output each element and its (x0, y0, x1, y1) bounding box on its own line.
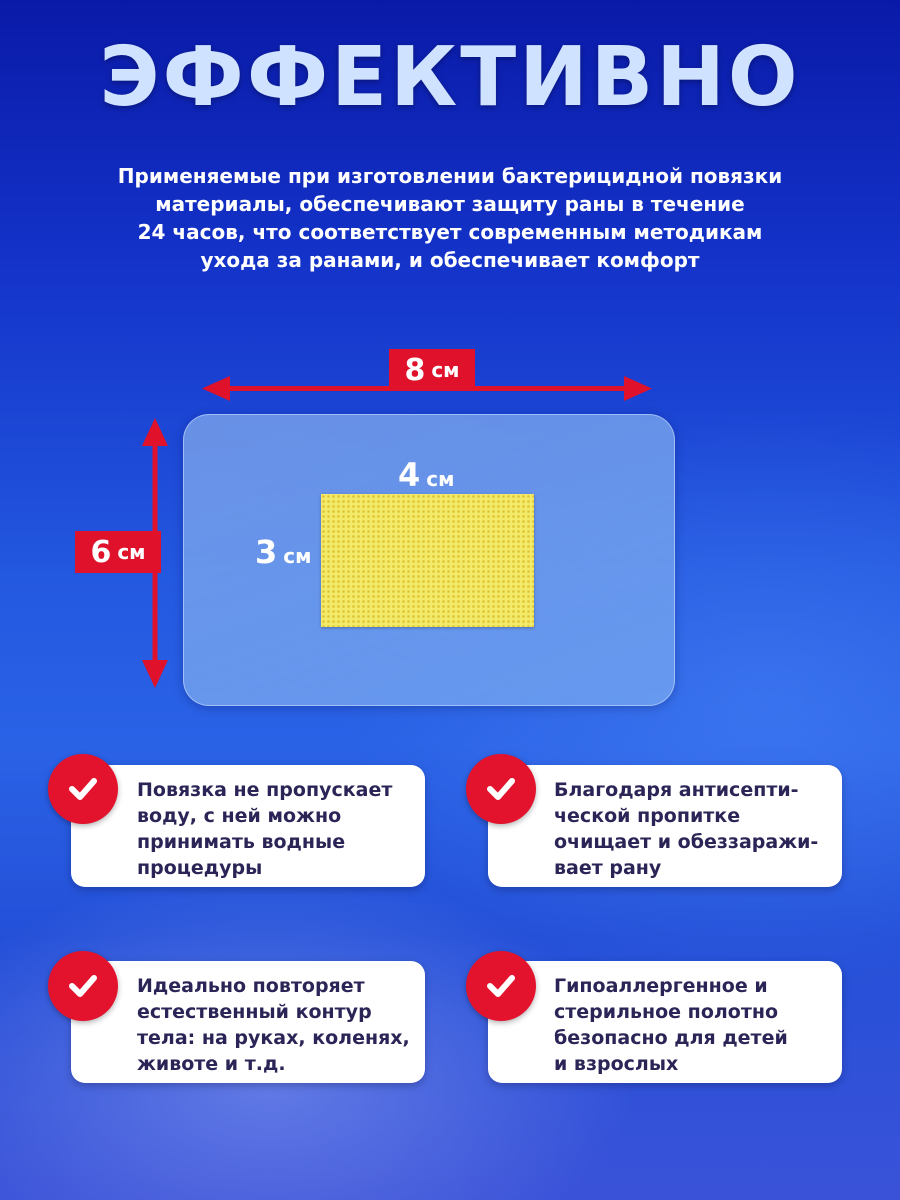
feature-line: стерильное полотно (554, 1001, 779, 1023)
feature-line: и взрослых (554, 1053, 679, 1075)
feature-line: принимать водные (137, 831, 346, 853)
intro-line: Применяемые при изготовлении бактерицидной повязки (117, 164, 783, 188)
check-icon (48, 951, 118, 1021)
feature-line: естественный контур (137, 1001, 372, 1023)
pad-height-unit: см (283, 544, 312, 568)
height-unit: см (117, 540, 146, 564)
feature-line: очищает и обеззаражи- (554, 831, 819, 853)
feature-text (137, 973, 417, 1077)
check-icon (466, 951, 536, 1021)
height-value: 6 (90, 534, 112, 570)
pad-height-value: 3 (255, 533, 278, 571)
pad-width-unit: см (426, 467, 455, 491)
page-title: ЭФФЕКТИВНО (99, 30, 801, 125)
feature-line: животе и т.д. (137, 1053, 286, 1075)
feature-line: безопасно для детей (554, 1027, 788, 1049)
pad-height-label (255, 533, 311, 571)
intro-line: ухода за ранами, и обеспечивает комфорт (200, 248, 700, 272)
feature-line: тела: на руках, коленях, (137, 1027, 410, 1049)
intro-line: 24 часов, что соответствует современным методикам (137, 220, 763, 244)
pad-width-label (398, 456, 454, 494)
feature-card-contour (71, 961, 425, 1083)
feature-line: Гипоаллергенное и (554, 975, 768, 997)
feature-line: Благодаря антисепти- (554, 779, 799, 801)
width-value: 8 (404, 352, 426, 388)
feature-line: вает рану (554, 857, 662, 879)
feature-line: ческой пропитке (554, 805, 741, 827)
feature-card-hypoallergenic (488, 961, 842, 1083)
feature-card-waterproof (71, 765, 425, 887)
feature-card-antiseptic (488, 765, 842, 887)
feature-line: воду, с ней можно (137, 805, 342, 827)
pad-width-value: 4 (398, 456, 421, 494)
height-tag (75, 531, 161, 573)
width-unit: см (431, 358, 460, 382)
feature-text (554, 777, 834, 881)
feature-text (137, 777, 417, 881)
width-tag (389, 349, 475, 391)
feature-line: Идеально повторяет (137, 975, 365, 997)
check-icon (466, 754, 536, 824)
intro-line: материалы, обеспечивают защиту раны в течение (155, 192, 745, 216)
check-icon (48, 754, 118, 824)
feature-line: процедуры (137, 857, 263, 879)
feature-text (554, 973, 834, 1077)
feature-line: Повязка не пропускает (137, 779, 393, 801)
